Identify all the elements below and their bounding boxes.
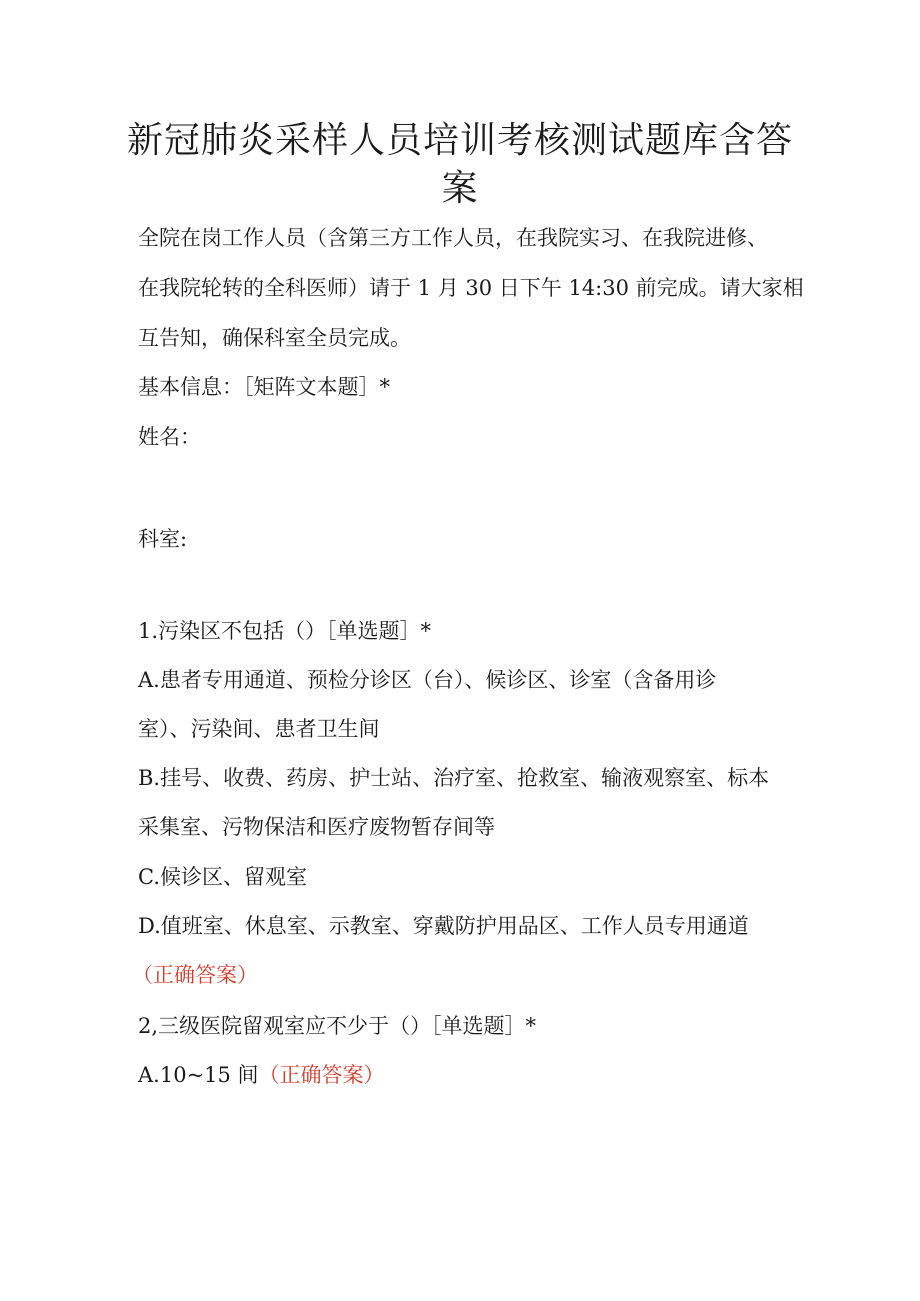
question-2-stem: 2,三级医院留观室应不少于（）［单选题］* [138, 1014, 537, 1038]
question-1-stem: 1.污染区不包括（）［单选题］* [138, 619, 432, 643]
intro-line-2: 在我院轮转的全科医师）请于 1 月 30 日下午 14:30 前完成。请大家相 [138, 276, 804, 300]
intro-line-1: 全院在岗工作人员（含第三方工作人员，在我院实习、在我院进修、 [138, 226, 768, 250]
question-1-correct-answer-mark: （正确答案） [132, 963, 258, 987]
question-2-correct-answer-mark: （正确答案） [258, 1063, 385, 1087]
question-1-option-b-line-1: B.挂号、收费、药房、护士站、治疗室、抢救室、输液观察室、标本 [138, 766, 770, 790]
department-label: 科室: [138, 527, 188, 551]
document-title-line-1: 新冠肺炎采样人员培训考核测试题库含答 [126, 120, 793, 161]
question-1-option-d: D.值班室、休息室、示教室、穿戴防护用品区、工作人员专用通道 [138, 914, 749, 938]
document-title-line-2: 案 [441, 168, 479, 209]
name-label: 姓名： [138, 425, 201, 449]
question-2-option-a [138, 1059, 385, 1089]
basic-info-heading: 基本信息：［矩阵文本题］* [138, 375, 390, 399]
intro-line-3: 互告知，确保科室全员完成。 [138, 326, 411, 350]
question-2-option-a-text: A.10~15 间 [138, 1063, 259, 1087]
question-1-option-a-line-2: 室）、污染间、患者卫生间 [138, 717, 380, 741]
question-1-option-b-line-2: 采集室、污物保洁和医疗废物暂存间等 [138, 815, 495, 839]
question-1-option-a-line-1: A.患者专用通道、预检分诊区（台）、候诊区、诊室（含备用诊 [138, 668, 717, 692]
question-1-option-c: C.候诊区、留观室 [138, 865, 307, 889]
